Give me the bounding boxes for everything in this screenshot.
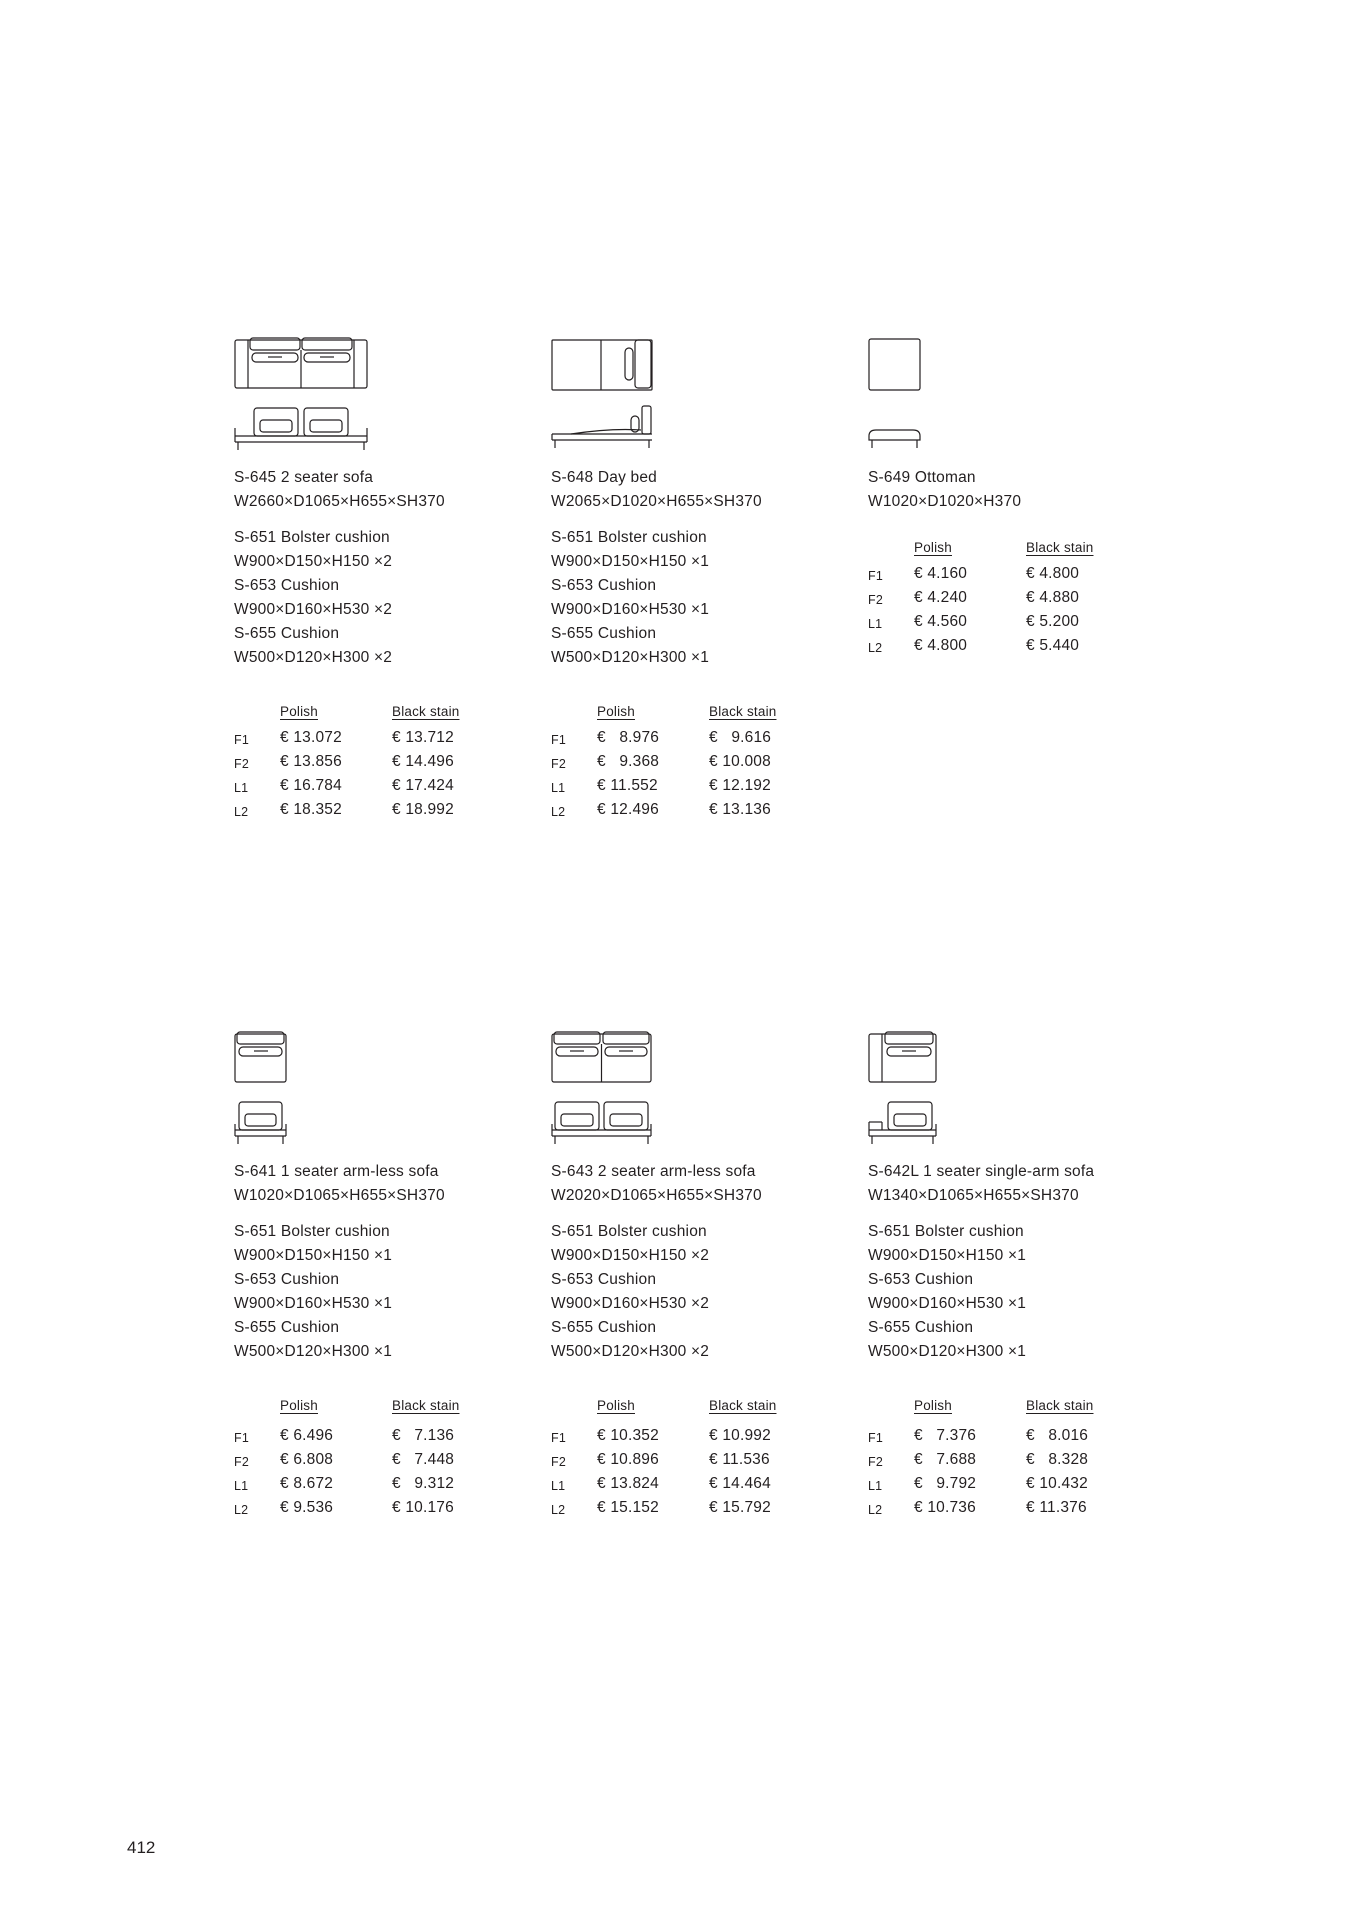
product-title: S-645 2 seater sofa (234, 469, 374, 486)
price-row (551, 1448, 851, 1472)
page-number: 412 (127, 1838, 156, 1857)
grade-label: F1 (868, 569, 883, 583)
grade-label: F2 (234, 757, 249, 771)
black-stain-price: € 8.016 (1026, 1427, 1089, 1444)
part-line: S-651 Bolster cushion (551, 1223, 707, 1240)
grade-label: L2 (234, 805, 249, 819)
price-row (868, 610, 1168, 634)
grade-label: F1 (234, 1431, 249, 1445)
sofa-top-view-icon (234, 336, 368, 390)
polish-price: € 8.976 (597, 729, 660, 746)
black-stain-header: Black stain (709, 1398, 777, 1413)
polish-price: € 8.672 (280, 1475, 334, 1492)
price-table (551, 1394, 851, 1520)
price-row (868, 1448, 1168, 1472)
price-row (551, 750, 851, 774)
price-row (868, 1496, 1168, 1520)
grade-label: L2 (868, 641, 883, 655)
black-stain-header: Black stain (709, 704, 777, 719)
polish-price: € 9.368 (597, 753, 660, 770)
part-line: W900×D150×H150 ×2 (551, 1247, 710, 1264)
grade-label: L1 (551, 1479, 566, 1493)
price-table (868, 1394, 1168, 1520)
part-line: W500×D120×H300 ×2 (234, 649, 393, 666)
black-stain-price: € 14.496 (392, 753, 454, 770)
price-row (234, 1448, 534, 1472)
grade-label: L1 (234, 1479, 249, 1493)
polish-price: € 4.160 (914, 565, 968, 582)
part-line: S-651 Bolster cushion (234, 529, 390, 546)
polish-price: € 4.240 (914, 589, 968, 606)
polish-price: € 18.352 (280, 801, 342, 818)
product-drawings (551, 1030, 701, 1150)
polish-price: € 15.152 (597, 1499, 659, 1516)
price-row (868, 562, 1168, 586)
grade-label: L1 (551, 781, 566, 795)
grade-label: L2 (551, 1503, 566, 1517)
product-dimensions: W1020×D1020×H370 (868, 493, 1022, 510)
price-row (234, 726, 534, 750)
part-line: W900×D150×H150 ×1 (234, 1247, 393, 1264)
black-stain-price: € 9.616 (709, 729, 772, 746)
price-row (234, 750, 534, 774)
polish-price: € 10.736 (914, 1499, 976, 1516)
black-stain-header: Black stain (392, 704, 460, 719)
black-stain-price: € 9.312 (392, 1475, 455, 1492)
polish-price: € 13.072 (280, 729, 342, 746)
grade-label: F1 (551, 733, 566, 747)
product-dimensions: W1340×D1065×H655×SH370 (868, 1187, 1079, 1204)
black-stain-price: € 12.192 (709, 777, 771, 794)
product-drawings (234, 1030, 384, 1150)
part-line: W900×D150×H150 ×1 (551, 553, 710, 570)
daybed-top-view-icon (551, 336, 653, 392)
black-stain-price: € 17.424 (392, 777, 454, 794)
part-line: S-655 Cushion (234, 1319, 340, 1336)
part-line: W900×D160×H530 ×1 (551, 601, 710, 618)
black-stain-price: € 13.136 (709, 801, 771, 818)
grade-label: F2 (234, 1455, 249, 1469)
black-stain-price: € 11.376 (1026, 1499, 1087, 1516)
price-row (234, 1472, 534, 1496)
grade-label: L2 (868, 1503, 883, 1517)
black-stain-header: Black stain (1026, 540, 1094, 555)
product-title: S-648 Day bed (551, 469, 657, 486)
grade-label: L1 (868, 1479, 883, 1493)
grade-label: F2 (868, 1455, 883, 1469)
sofa-side-view-icon (551, 1100, 653, 1146)
product-specs (868, 466, 1168, 514)
black-stain-price: € 4.880 (1026, 589, 1080, 606)
part-line: S-653 Cushion (234, 577, 340, 594)
polish-header: Polish (597, 1398, 635, 1413)
black-stain-price: € 4.800 (1026, 565, 1080, 582)
polish-price: € 13.856 (280, 753, 342, 770)
price-row (551, 1424, 851, 1448)
product-drawings (868, 1030, 1018, 1150)
black-stain-price: € 10.176 (392, 1499, 454, 1516)
polish-header: Polish (597, 704, 635, 719)
price-row (234, 774, 534, 798)
ottoman-top-view-icon (868, 336, 922, 392)
part-line: S-651 Bolster cushion (551, 529, 707, 546)
grade-label: L1 (868, 617, 883, 631)
black-stain-price: € 5.200 (1026, 613, 1080, 630)
product-dimensions: W1020×D1065×H655×SH370 (234, 1187, 445, 1204)
part-line: S-653 Cushion (551, 1271, 657, 1288)
grade-label: F2 (868, 593, 883, 607)
product-drawings (868, 336, 1018, 456)
price-row (234, 798, 534, 822)
part-line: W900×D160×H530 ×2 (234, 601, 393, 618)
price-row (551, 726, 851, 750)
black-stain-header: Black stain (392, 1398, 460, 1413)
product-title: S-649 Ottoman (868, 469, 976, 486)
part-line: W500×D120×H300 ×2 (551, 1343, 710, 1360)
ottoman-side-view-icon (868, 406, 922, 452)
black-stain-price: € 7.448 (392, 1451, 455, 1468)
black-stain-price: € 15.792 (709, 1499, 771, 1516)
part-line: S-653 Cushion (868, 1271, 974, 1288)
product-specs (868, 1160, 1168, 1364)
part-line: W500×D120×H300 ×1 (234, 1343, 393, 1360)
price-row (868, 634, 1168, 658)
black-stain-price: € 11.536 (709, 1451, 770, 1468)
daybed-side-view-icon (551, 406, 653, 452)
polish-price: € 7.376 (914, 1427, 977, 1444)
polish-price: € 10.896 (597, 1451, 659, 1468)
product-drawings (234, 336, 384, 456)
part-line: S-655 Cushion (234, 625, 340, 642)
product-dimensions: W2660×D1065×H655×SH370 (234, 493, 445, 510)
grade-label: L2 (234, 1503, 249, 1517)
black-stain-price: € 10.432 (1026, 1475, 1088, 1492)
product-specs (234, 1160, 534, 1364)
product-title: S-643 2 seater arm-less sofa (551, 1163, 756, 1180)
product-specs (551, 466, 851, 670)
black-stain-price: € 10.992 (709, 1427, 771, 1444)
product-title: S-642L 1 seater single-arm sofa (868, 1163, 1095, 1180)
black-stain-header: Black stain (1026, 1398, 1094, 1413)
grade-label: F1 (868, 1431, 883, 1445)
part-line: S-651 Bolster cushion (234, 1223, 390, 1240)
polish-price: € 6.496 (280, 1427, 334, 1444)
price-row (234, 1496, 534, 1520)
polish-price: € 16.784 (280, 777, 342, 794)
price-row (868, 1424, 1168, 1448)
grade-label: F2 (551, 1455, 566, 1469)
black-stain-price: € 7.136 (392, 1427, 455, 1444)
part-line: W900×D150×H150 ×2 (234, 553, 393, 570)
product-title: S-641 1 seater arm-less sofa (234, 1163, 439, 1180)
polish-header: Polish (914, 540, 952, 555)
polish-header: Polish (280, 704, 318, 719)
price-table (234, 700, 534, 822)
grade-label: F1 (551, 1431, 566, 1445)
price-row (868, 586, 1168, 610)
black-stain-price: € 8.328 (1026, 1451, 1089, 1468)
price-row (551, 774, 851, 798)
product-dimensions: W2065×D1020×H655×SH370 (551, 493, 762, 510)
part-line: W900×D160×H530 ×1 (868, 1295, 1027, 1312)
price-row (551, 1496, 851, 1520)
polish-price: € 9.792 (914, 1475, 977, 1492)
black-stain-price: € 10.008 (709, 753, 771, 770)
sofa-top-view-icon (868, 1030, 938, 1084)
sofa-side-view-icon (234, 406, 368, 452)
grade-label: F2 (551, 757, 566, 771)
part-line: S-653 Cushion (551, 577, 657, 594)
price-row (551, 798, 851, 822)
grade-label: F1 (234, 733, 249, 747)
polish-price: € 4.800 (914, 637, 968, 654)
product-drawings (551, 336, 701, 456)
sofa-side-view-icon (868, 1100, 938, 1146)
polish-header: Polish (914, 1398, 952, 1413)
polish-price: € 13.824 (597, 1475, 659, 1492)
polish-price: € 12.496 (597, 801, 659, 818)
price-row (234, 1424, 534, 1448)
polish-price: € 4.560 (914, 613, 968, 630)
part-line: S-655 Cushion (551, 1319, 657, 1336)
black-stain-price: € 18.992 (392, 801, 454, 818)
product-specs (551, 1160, 851, 1364)
price-table (234, 1394, 534, 1520)
price-row (551, 1472, 851, 1496)
part-line: S-651 Bolster cushion (868, 1223, 1024, 1240)
product-specs (234, 466, 534, 670)
sofa-top-view-icon (234, 1030, 288, 1084)
sofa-top-view-icon (551, 1030, 653, 1084)
polish-price: € 6.808 (280, 1451, 334, 1468)
part-line: W900×D160×H530 ×1 (234, 1295, 393, 1312)
black-stain-price: € 5.440 (1026, 637, 1080, 654)
grade-label: L2 (551, 805, 566, 819)
part-line: W500×D120×H300 ×1 (868, 1343, 1027, 1360)
part-line: W900×D150×H150 ×1 (868, 1247, 1027, 1264)
polish-header: Polish (280, 1398, 318, 1413)
product-dimensions: W2020×D1065×H655×SH370 (551, 1187, 762, 1204)
black-stain-price: € 13.712 (392, 729, 454, 746)
part-line: S-655 Cushion (868, 1319, 974, 1336)
price-table (868, 536, 1168, 658)
sofa-side-view-icon (234, 1100, 288, 1146)
polish-price: € 7.688 (914, 1451, 977, 1468)
part-line: S-655 Cushion (551, 625, 657, 642)
price-row (868, 1472, 1168, 1496)
polish-price: € 11.552 (597, 777, 658, 794)
price-table (551, 700, 851, 822)
polish-price: € 9.536 (280, 1499, 334, 1516)
polish-price: € 10.352 (597, 1427, 659, 1444)
grade-label: L1 (234, 781, 249, 795)
part-line: W900×D160×H530 ×2 (551, 1295, 710, 1312)
black-stain-price: € 14.464 (709, 1475, 771, 1492)
part-line: S-653 Cushion (234, 1271, 340, 1288)
part-line: W500×D120×H300 ×1 (551, 649, 710, 666)
